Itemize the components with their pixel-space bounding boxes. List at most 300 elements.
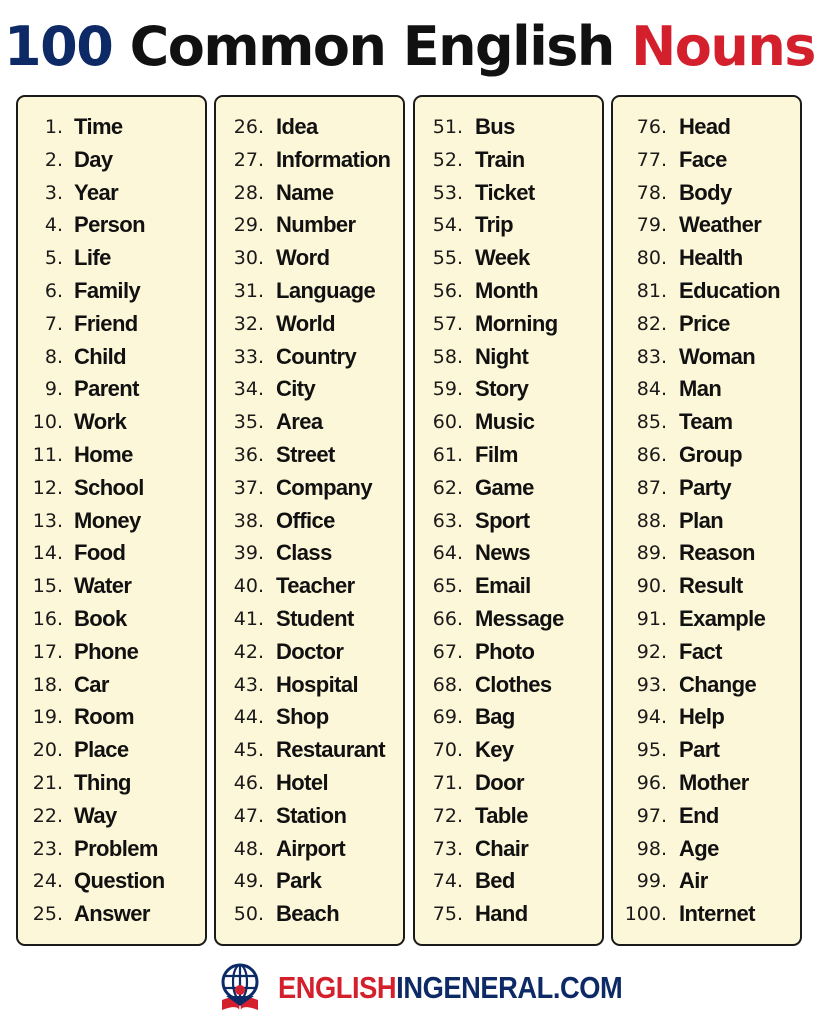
- item-number: 100.: [624, 903, 667, 926]
- item-number: 65.: [432, 575, 463, 598]
- item-number: 46.: [233, 771, 264, 794]
- item-number: 83.: [636, 345, 667, 368]
- list-item: [415, 439, 602, 472]
- item-word: Day: [74, 146, 113, 172]
- item-word: Phone: [74, 638, 139, 664]
- item-number: 17.: [32, 640, 63, 663]
- list-item: [216, 472, 403, 505]
- list-item: [18, 570, 205, 603]
- item-word: Doctor: [276, 638, 344, 664]
- noun-columns: [16, 95, 804, 946]
- item-number: 6.: [44, 279, 63, 302]
- list-item: [613, 341, 800, 374]
- item-word: Fact: [679, 638, 722, 664]
- item-word: Area: [276, 409, 323, 435]
- list-item: [415, 537, 602, 570]
- list-item: [613, 275, 800, 308]
- item-word: Restaurant: [276, 737, 385, 763]
- item-number: 99.: [636, 870, 667, 893]
- list-item: [415, 472, 602, 505]
- list-item: [415, 111, 602, 144]
- list-item: [18, 144, 205, 177]
- item-number: 67.: [432, 640, 463, 663]
- item-number: 41.: [233, 607, 264, 630]
- item-word: Team: [679, 409, 733, 435]
- list-item: [216, 537, 403, 570]
- footer: [0, 960, 819, 1016]
- item-word: Mother: [679, 769, 749, 795]
- title-middle: Common English: [129, 15, 614, 78]
- item-number: 39.: [233, 542, 264, 565]
- list-item: [216, 865, 403, 898]
- list-item: [216, 701, 403, 734]
- item-number: 51.: [432, 116, 463, 138]
- item-number: 34.: [233, 378, 264, 401]
- item-word: Ticket: [475, 179, 535, 205]
- list-item: [18, 472, 205, 505]
- list-item: [415, 669, 602, 702]
- item-word: Message: [475, 605, 564, 631]
- list-item: [18, 636, 205, 669]
- list-item: [613, 833, 800, 866]
- item-word: City: [276, 376, 316, 402]
- list-item: [613, 308, 800, 341]
- item-word: Head: [679, 114, 731, 139]
- item-number: 37.: [233, 476, 264, 499]
- list-item: [415, 865, 602, 898]
- item-number: 10.: [32, 411, 63, 434]
- list-item: [415, 505, 602, 538]
- item-number: 91.: [636, 607, 667, 630]
- item-number: 42.: [233, 640, 264, 663]
- item-word: Week: [475, 245, 530, 271]
- item-number: 86.: [636, 443, 667, 466]
- list-item: [415, 734, 602, 767]
- item-number: 32.: [233, 312, 264, 335]
- list-item: [216, 636, 403, 669]
- item-number: 72.: [432, 804, 463, 827]
- item-number: 70.: [432, 739, 463, 762]
- item-word: Reason: [679, 540, 755, 566]
- list-item: [415, 767, 602, 800]
- item-word: Time: [74, 114, 123, 139]
- item-word: Park: [276, 868, 322, 894]
- list-item: [613, 767, 800, 800]
- item-number: 7.: [44, 312, 63, 335]
- list-item: [216, 734, 403, 767]
- item-number: 96.: [636, 771, 667, 794]
- list-item: [18, 406, 205, 439]
- item-word: Chair: [475, 835, 529, 861]
- item-word: Health: [679, 245, 743, 271]
- item-word: Part: [679, 737, 720, 763]
- item-word: News: [475, 540, 531, 566]
- list-item: [216, 308, 403, 341]
- item-word: Story: [475, 376, 529, 402]
- item-word: Man: [679, 376, 722, 402]
- page-title: [0, 10, 819, 84]
- list-item: [18, 603, 205, 636]
- item-number: 48.: [233, 837, 264, 860]
- list-item: [415, 603, 602, 636]
- list-item: [613, 209, 800, 242]
- item-number: 24.: [32, 870, 63, 893]
- item-number: 22.: [32, 804, 63, 827]
- list-item: [415, 373, 602, 406]
- item-number: 13.: [32, 509, 63, 532]
- list-item: [415, 898, 602, 931]
- item-word: Teacher: [276, 573, 355, 599]
- item-word: Help: [679, 704, 725, 730]
- item-word: Body: [679, 179, 732, 205]
- item-word: Person: [74, 212, 145, 238]
- item-number: 98.: [636, 837, 667, 860]
- item-word: Bus: [475, 114, 515, 139]
- list-item: [18, 341, 205, 374]
- item-number: 55.: [432, 247, 463, 270]
- item-word: Money: [74, 507, 141, 533]
- list-item: [216, 341, 403, 374]
- item-number: 23.: [32, 837, 63, 860]
- list-item: [613, 800, 800, 833]
- item-number: 69.: [432, 706, 463, 729]
- item-number: 5.: [44, 247, 63, 270]
- item-word: Key: [475, 737, 514, 763]
- list-item: [613, 537, 800, 570]
- item-word: Language: [276, 277, 376, 303]
- list-item: [18, 898, 205, 931]
- item-number: 40.: [233, 575, 264, 598]
- item-word: Company: [276, 474, 373, 500]
- item-word: Hotel: [276, 769, 329, 795]
- list-item: [613, 701, 800, 734]
- list-item: [613, 898, 800, 931]
- title-highlight: Nouns: [631, 15, 815, 78]
- item-word: Group: [679, 441, 742, 467]
- list-item: [216, 439, 403, 472]
- item-number: 89.: [636, 542, 667, 565]
- item-number: 58.: [432, 345, 463, 368]
- item-word: Year: [74, 179, 119, 205]
- item-word: Sport: [475, 507, 530, 533]
- list-item: [18, 505, 205, 538]
- item-word: Room: [74, 704, 134, 730]
- item-word: Door: [475, 769, 524, 795]
- item-word: Air: [679, 868, 708, 894]
- list-item: [216, 505, 403, 538]
- list-item: [18, 734, 205, 767]
- item-word: Family: [74, 277, 141, 303]
- list-item: [216, 111, 403, 144]
- list-item: [613, 406, 800, 439]
- item-number: 56.: [432, 279, 463, 302]
- list-item: [613, 111, 800, 144]
- list-item: [216, 800, 403, 833]
- item-word: Internet: [679, 901, 755, 927]
- list-item: [18, 242, 205, 275]
- list-item: [613, 242, 800, 275]
- item-number: 74.: [432, 870, 463, 893]
- item-word: Bed: [475, 868, 515, 894]
- item-number: 79.: [636, 214, 667, 237]
- list-item: [18, 537, 205, 570]
- item-word: Country: [276, 343, 357, 369]
- list-item: [613, 177, 800, 210]
- list-item: [415, 701, 602, 734]
- item-word: Work: [74, 409, 127, 435]
- list-item: [216, 209, 403, 242]
- item-word: Office: [276, 507, 335, 533]
- item-number: 30.: [233, 247, 264, 270]
- title-number: 100: [4, 15, 113, 78]
- site-name: [278, 966, 622, 1010]
- list-item: [415, 275, 602, 308]
- item-word: Child: [74, 343, 126, 369]
- item-number: 12.: [32, 476, 63, 499]
- list-item: [415, 308, 602, 341]
- globe-book-logo-icon: [212, 960, 268, 1016]
- item-word: Woman: [679, 343, 756, 369]
- list-item: [613, 865, 800, 898]
- item-number: 4.: [44, 214, 63, 237]
- item-number: 27.: [233, 148, 264, 171]
- item-word: Problem: [74, 835, 158, 861]
- item-number: 53.: [432, 181, 463, 204]
- list-item: [18, 308, 205, 341]
- list-item: [613, 570, 800, 603]
- list-item: [18, 177, 205, 210]
- item-number: 84.: [636, 378, 667, 401]
- list-item: [415, 570, 602, 603]
- list-item: [613, 505, 800, 538]
- list-item: [415, 406, 602, 439]
- item-word: Train: [475, 146, 525, 172]
- item-word: Change: [679, 671, 757, 697]
- item-word: Airport: [276, 835, 346, 861]
- list-item: [216, 144, 403, 177]
- list-item: [415, 144, 602, 177]
- item-number: 15.: [32, 575, 63, 598]
- item-word: Face: [679, 146, 727, 172]
- item-number: 45.: [233, 739, 264, 762]
- item-number: 28.: [233, 181, 264, 204]
- item-number: 59.: [432, 378, 463, 401]
- item-word: Music: [475, 409, 535, 435]
- item-word: Parent: [74, 376, 139, 402]
- item-number: 80.: [636, 247, 667, 270]
- list-item: [415, 209, 602, 242]
- item-word: Plan: [679, 507, 724, 533]
- item-number: 52.: [432, 148, 463, 171]
- item-number: 8.: [44, 345, 63, 368]
- item-word: Home: [74, 441, 133, 467]
- list-item: [18, 833, 205, 866]
- item-word: Car: [74, 671, 109, 697]
- item-word: Beach: [276, 901, 340, 927]
- list-item: [216, 570, 403, 603]
- item-number: 35.: [233, 411, 264, 434]
- list-item: [613, 734, 800, 767]
- list-item: [216, 406, 403, 439]
- site-name-part1: ENGLISH: [278, 970, 397, 1005]
- list-item: [415, 242, 602, 275]
- list-item: [18, 439, 205, 472]
- item-word: Table: [475, 802, 528, 828]
- list-item: [613, 144, 800, 177]
- item-number: 33.: [233, 345, 264, 368]
- item-word: End: [679, 802, 719, 828]
- item-number: 19.: [32, 706, 63, 729]
- list-item: [18, 701, 205, 734]
- item-word: Information: [276, 146, 391, 172]
- list-item: [18, 800, 205, 833]
- list-item: [18, 767, 205, 800]
- item-number: 1.: [44, 116, 63, 138]
- item-number: 77.: [636, 148, 667, 171]
- item-word: Weather: [679, 212, 762, 238]
- item-word: Clothes: [475, 671, 552, 697]
- item-word: Morning: [475, 310, 558, 336]
- item-word: Shop: [276, 704, 329, 730]
- item-word: Party: [679, 474, 732, 500]
- item-number: 54.: [432, 214, 463, 237]
- item-word: World: [276, 310, 335, 336]
- item-number: 29.: [233, 214, 264, 237]
- item-word: Trip: [475, 212, 513, 238]
- list-item: [415, 636, 602, 669]
- list-item: [18, 373, 205, 406]
- item-word: Age: [679, 835, 719, 861]
- item-number: 68.: [432, 673, 463, 696]
- item-number: 93.: [636, 673, 667, 696]
- list-item: [613, 472, 800, 505]
- item-number: 38.: [233, 509, 264, 532]
- item-number: 64.: [432, 542, 463, 565]
- item-number: 61.: [432, 443, 463, 466]
- item-number: 16.: [32, 607, 63, 630]
- item-number: 78.: [636, 181, 667, 204]
- item-number: 97.: [636, 804, 667, 827]
- list-item: [18, 669, 205, 702]
- list-item: [613, 669, 800, 702]
- item-number: 36.: [233, 443, 264, 466]
- item-number: 73.: [432, 837, 463, 860]
- item-number: 60.: [432, 411, 463, 434]
- item-number: 85.: [636, 411, 667, 434]
- item-word: Place: [74, 737, 129, 763]
- item-number: 57.: [432, 312, 463, 335]
- item-word: Friend: [74, 310, 138, 336]
- item-word: Bag: [475, 704, 515, 730]
- item-number: 26.: [233, 116, 264, 138]
- list-item: [216, 603, 403, 636]
- item-number: 66.: [432, 607, 463, 630]
- item-word: Price: [679, 310, 730, 336]
- item-number: 50.: [233, 903, 264, 926]
- item-word: Number: [276, 212, 356, 238]
- item-word: Idea: [276, 114, 318, 139]
- item-number: 44.: [233, 706, 264, 729]
- item-word: Class: [276, 540, 332, 566]
- item-word: School: [74, 474, 144, 500]
- item-number: 71.: [432, 771, 463, 794]
- item-word: Food: [74, 540, 126, 566]
- item-word: Game: [475, 474, 534, 500]
- list-item: [216, 373, 403, 406]
- item-word: Email: [475, 573, 531, 599]
- item-word: Education: [679, 277, 780, 303]
- item-word: Thing: [74, 769, 131, 795]
- list-item: [613, 439, 800, 472]
- list-item: [216, 275, 403, 308]
- list-item: [18, 865, 205, 898]
- item-number: 95.: [636, 739, 667, 762]
- item-number: 92.: [636, 640, 667, 663]
- item-number: 90.: [636, 575, 667, 598]
- item-number: 76.: [636, 116, 667, 138]
- item-number: 3.: [44, 181, 63, 204]
- list-item: [18, 111, 205, 144]
- item-word: Hospital: [276, 671, 358, 697]
- item-word: Result: [679, 573, 743, 599]
- item-number: 18.: [32, 673, 63, 696]
- item-number: 9.: [44, 378, 63, 401]
- item-word: Example: [679, 605, 766, 631]
- list-item: [18, 209, 205, 242]
- item-number: 88.: [636, 509, 667, 532]
- list-item: [216, 177, 403, 210]
- list-item: [415, 833, 602, 866]
- list-item: [415, 341, 602, 374]
- noun-column-3: [413, 95, 604, 946]
- item-word: Question: [74, 868, 165, 894]
- item-word: Word: [276, 245, 330, 271]
- item-word: Life: [74, 245, 111, 271]
- item-word: Street: [276, 441, 335, 467]
- item-number: 31.: [233, 279, 264, 302]
- list-item: [216, 833, 403, 866]
- item-number: 94.: [636, 706, 667, 729]
- item-number: 43.: [233, 673, 264, 696]
- item-number: 47.: [233, 804, 264, 827]
- item-word: Name: [276, 179, 334, 205]
- item-number: 20.: [32, 739, 63, 762]
- item-number: 62.: [432, 476, 463, 499]
- list-item: [613, 373, 800, 406]
- item-number: 75.: [432, 903, 463, 926]
- item-word: Hand: [475, 901, 528, 927]
- item-number: 87.: [636, 476, 667, 499]
- list-item: [613, 636, 800, 669]
- site-name-part2: INGENERAL.COM: [396, 970, 623, 1005]
- list-item: [613, 603, 800, 636]
- item-number: 82.: [636, 312, 667, 335]
- list-item: [216, 898, 403, 931]
- noun-column-1: [16, 95, 207, 946]
- item-word: Photo: [475, 638, 535, 664]
- list-item: [18, 275, 205, 308]
- item-number: 14.: [32, 542, 63, 565]
- item-number: 49.: [233, 870, 264, 893]
- item-word: Student: [276, 605, 354, 631]
- item-number: 11.: [32, 443, 63, 466]
- noun-column-2: [214, 95, 405, 946]
- item-word: Book: [74, 605, 127, 631]
- item-word: Film: [475, 441, 518, 467]
- item-word: Water: [74, 573, 132, 599]
- list-item: [216, 242, 403, 275]
- noun-column-4: [611, 95, 802, 946]
